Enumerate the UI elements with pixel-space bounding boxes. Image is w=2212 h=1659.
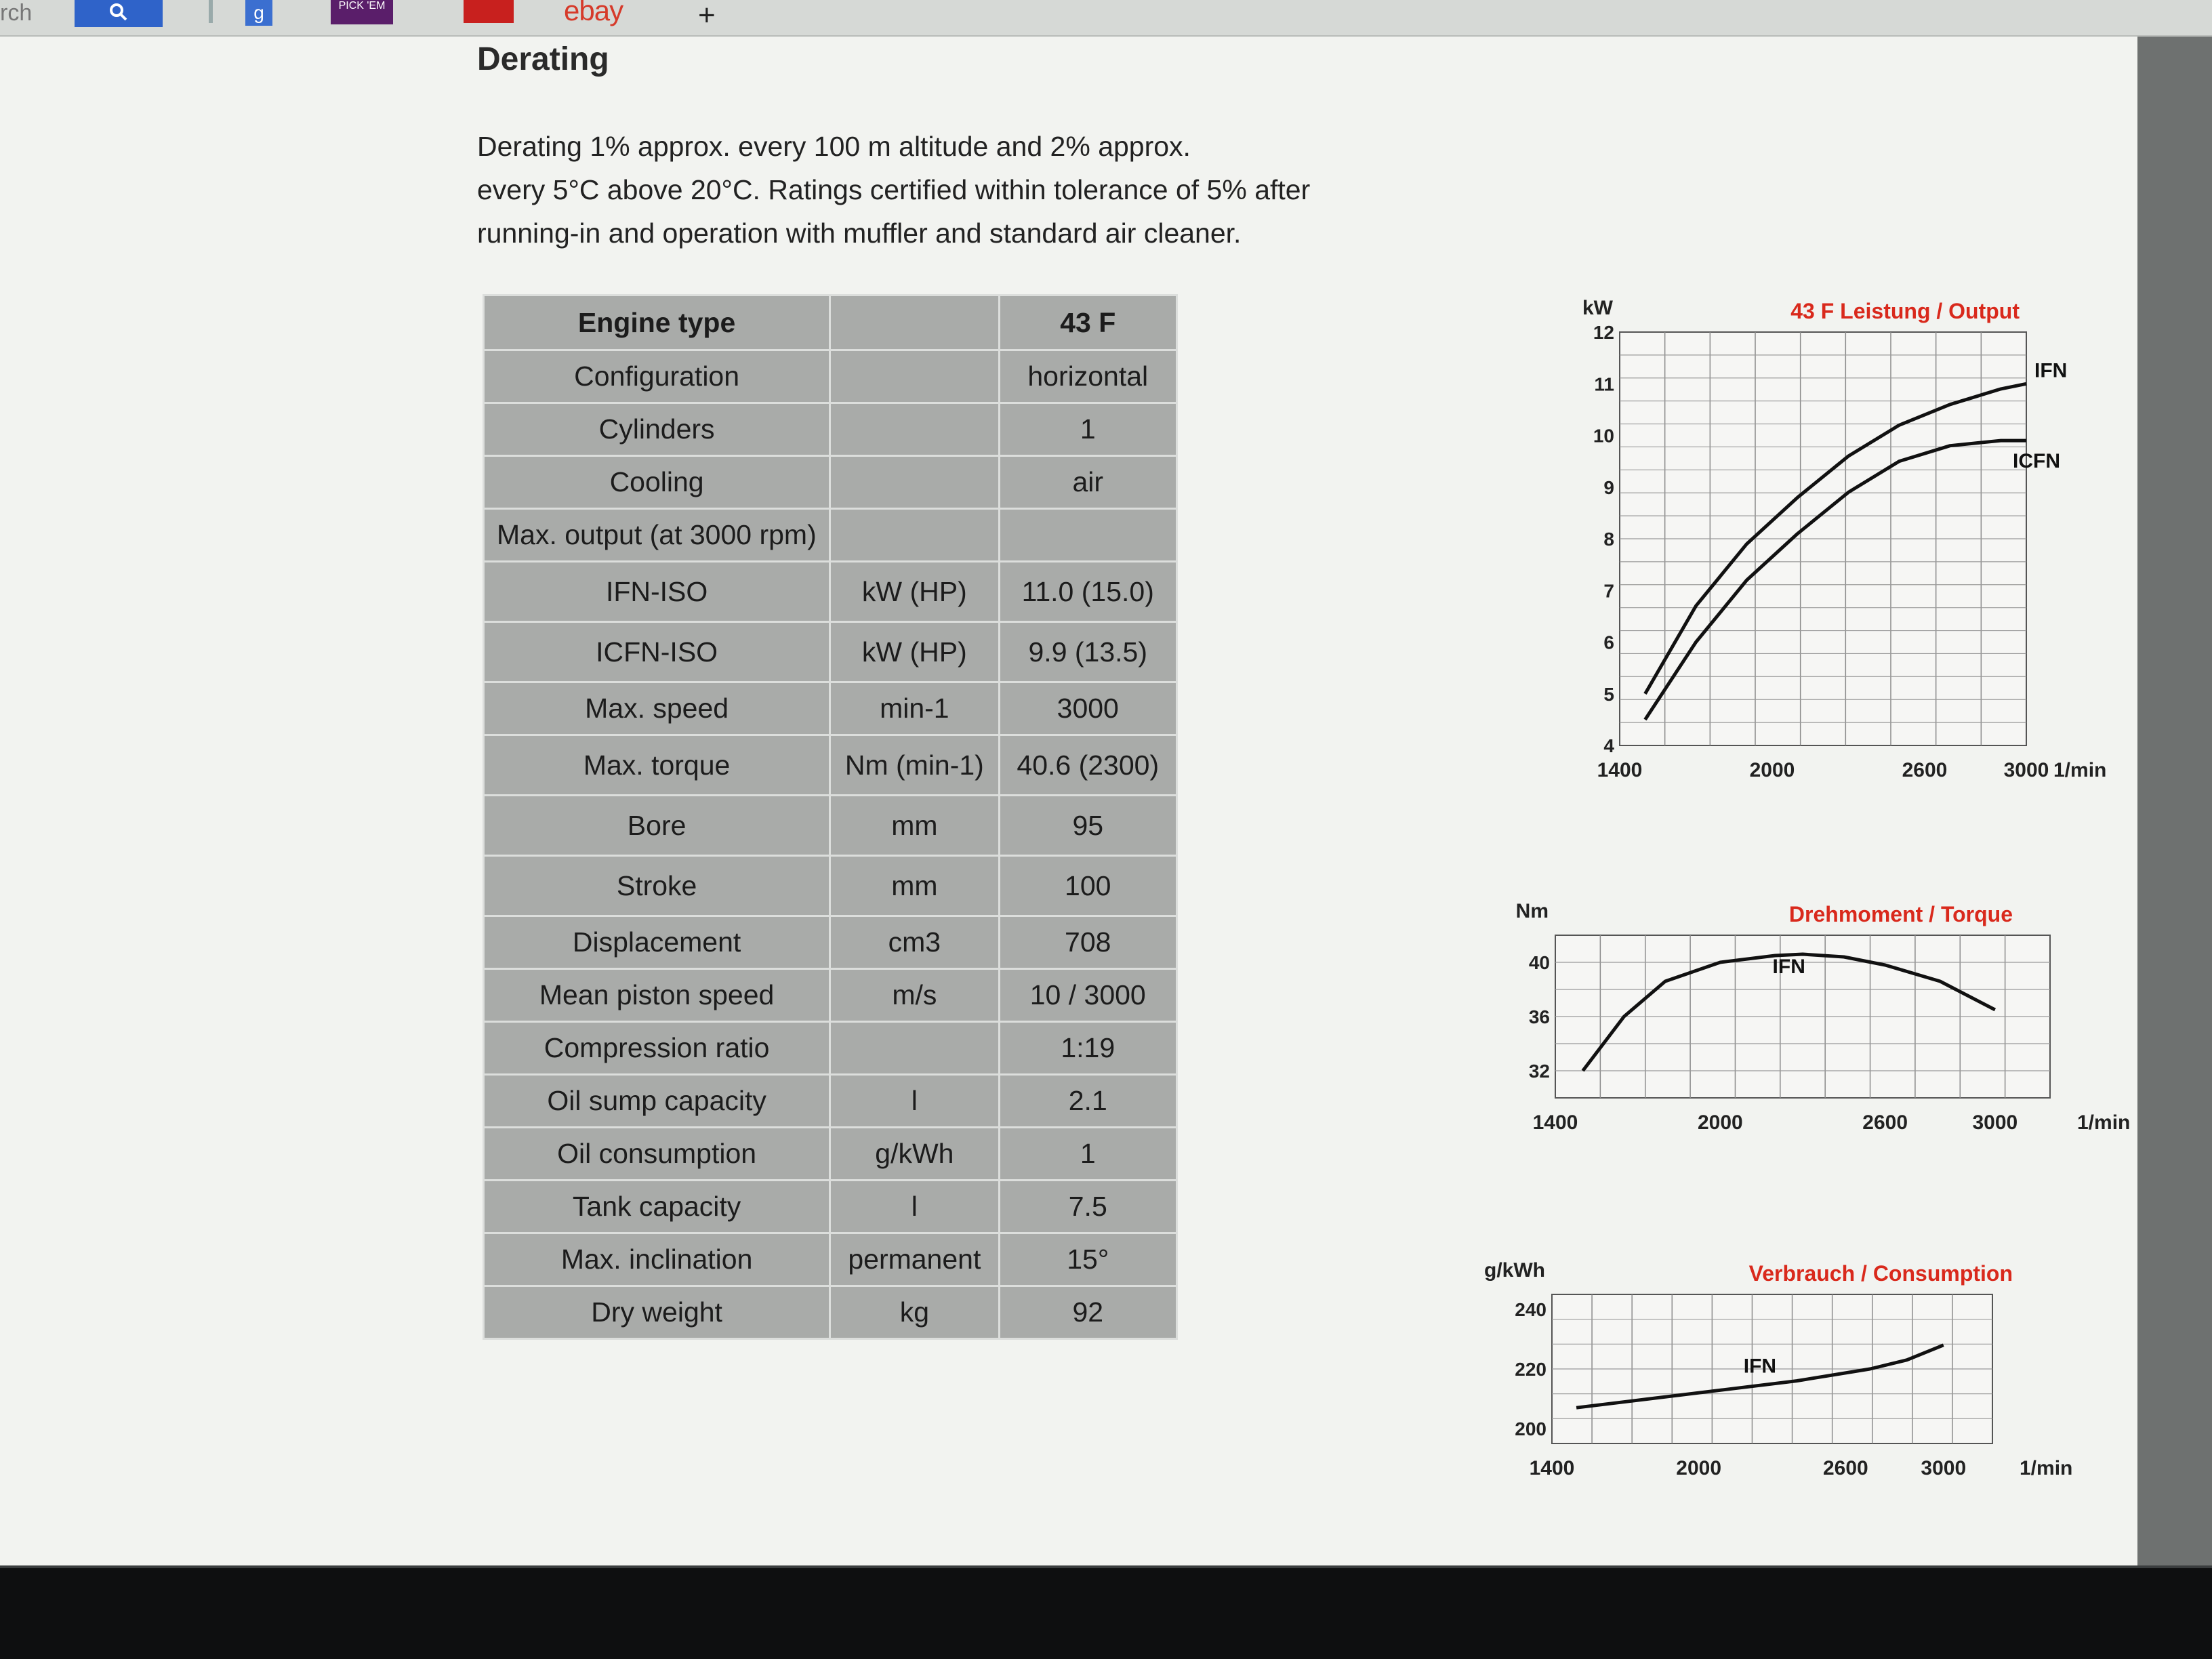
value-cell: 1 bbox=[999, 403, 1177, 456]
x-axis-label: 1/min bbox=[2077, 1111, 2131, 1134]
series-label: IFN bbox=[1743, 1355, 1777, 1378]
table-header-row bbox=[484, 295, 1177, 350]
unit-cell bbox=[830, 509, 999, 562]
table-row bbox=[484, 350, 1177, 403]
y-tick-label: 5 bbox=[1603, 683, 1614, 705]
x-axis-label: 1/min bbox=[2020, 1457, 2073, 1479]
row-label-cell: Max. speed bbox=[484, 682, 830, 735]
table-row bbox=[484, 969, 1177, 1022]
y-axis-label: g/kWh bbox=[1484, 1259, 1545, 1282]
y-tick-label: 11 bbox=[1594, 373, 1614, 395]
table-row bbox=[484, 1181, 1177, 1233]
unit-cell bbox=[830, 456, 999, 509]
header-cell bbox=[830, 295, 999, 350]
value-cell: 95 bbox=[999, 796, 1177, 856]
bookmarks-bar bbox=[0, 0, 2212, 37]
row-label-cell: Cooling bbox=[484, 456, 830, 509]
x-tick-label: 2000 bbox=[1697, 1111, 1743, 1134]
value-cell: 1:19 bbox=[999, 1022, 1177, 1075]
value-cell: 11.0 (15.0) bbox=[999, 562, 1177, 622]
value-cell: 9.9 (13.5) bbox=[999, 622, 1177, 682]
row-label-cell: Compression ratio bbox=[484, 1022, 830, 1075]
chart-title: Verbrauch / Consumption bbox=[1748, 1261, 2013, 1286]
table-row bbox=[484, 562, 1177, 622]
value-cell: air bbox=[999, 456, 1177, 509]
chart-title: 43 F Leistung / Output bbox=[1790, 299, 2020, 323]
series-label: IFN bbox=[2034, 359, 2068, 382]
value-cell bbox=[999, 509, 1177, 562]
unit-cell: l bbox=[830, 1181, 999, 1233]
y-tick-label: 32 bbox=[1528, 1061, 1550, 1082]
unit-cell: cm3 bbox=[830, 916, 999, 969]
output-chart bbox=[1559, 285, 2114, 803]
table-row bbox=[484, 796, 1177, 856]
unit-cell bbox=[830, 350, 999, 403]
y-tick-label: 220 bbox=[1515, 1359, 1547, 1380]
x-tick-label: 3000 bbox=[1972, 1111, 2018, 1134]
unit-cell: kg bbox=[830, 1286, 999, 1339]
table-row bbox=[484, 509, 1177, 562]
unit-cell bbox=[830, 1022, 999, 1075]
value-cell: 92 bbox=[999, 1286, 1177, 1339]
search-button[interactable] bbox=[75, 0, 163, 27]
unit-cell: kW (HP) bbox=[830, 562, 999, 622]
consumption-chart-svg bbox=[1471, 1247, 2114, 1511]
monitor-bezel bbox=[0, 1568, 2212, 1659]
derating-paragraph bbox=[477, 125, 1426, 255]
row-label-cell: Bore bbox=[484, 796, 830, 856]
value-cell: 2.1 bbox=[999, 1075, 1177, 1128]
google-bookmark[interactable]: g bbox=[245, 0, 272, 26]
spec-table bbox=[483, 294, 1178, 1340]
unit-cell: permanent bbox=[830, 1233, 999, 1286]
row-label-cell: Max. inclination bbox=[484, 1233, 830, 1286]
unit-cell: m/s bbox=[830, 969, 999, 1022]
torque-chart bbox=[1491, 895, 2131, 1155]
y-axis-label: Nm bbox=[1515, 900, 1549, 922]
y-axis-label: kW bbox=[1582, 297, 1613, 319]
value-cell: 7.5 bbox=[999, 1181, 1177, 1233]
unit-cell: kW (HP) bbox=[830, 622, 999, 682]
y-tick-label: 200 bbox=[1515, 1418, 1547, 1439]
scrollbar[interactable] bbox=[2137, 37, 2212, 1568]
table-row bbox=[484, 916, 1177, 969]
value-cell: 15° bbox=[999, 1233, 1177, 1286]
unit-cell: min-1 bbox=[830, 682, 999, 735]
consumption-chart bbox=[1471, 1247, 2114, 1515]
bookmark-divider bbox=[209, 0, 213, 23]
x-tick-label: 1400 bbox=[1597, 759, 1643, 781]
unit-cell: mm bbox=[830, 856, 999, 916]
row-label-cell: IFN-ISO bbox=[484, 562, 830, 622]
value-cell: 100 bbox=[999, 856, 1177, 916]
header-cell: 43 F bbox=[999, 295, 1177, 350]
table-row bbox=[484, 1286, 1177, 1339]
table-row bbox=[484, 1233, 1177, 1286]
unit-cell: mm bbox=[830, 796, 999, 856]
paragraph-line: running-in and operation with muffler and standard air cleaner. bbox=[477, 218, 1242, 249]
row-label-cell: Oil consumption bbox=[484, 1128, 830, 1181]
x-tick-label: 1400 bbox=[1529, 1457, 1575, 1479]
paragraph-line: every 5°C above 20°C. Ratings certified within tolerance of 5% after bbox=[477, 174, 1311, 205]
row-label-cell: Cylinders bbox=[484, 403, 830, 456]
row-label-cell: Max. output (at 3000 rpm) bbox=[484, 509, 830, 562]
paragraph-line: Derating 1% approx. every 100 m altitude and 2% approx. bbox=[477, 131, 1191, 162]
table-row bbox=[484, 856, 1177, 916]
row-label-cell: Displacement bbox=[484, 916, 830, 969]
value-cell: 40.6 (2300) bbox=[999, 735, 1177, 796]
y-tick-label: 6 bbox=[1603, 632, 1614, 653]
page-title: Derating bbox=[477, 41, 609, 77]
y-tick-label: 8 bbox=[1603, 529, 1614, 550]
chart-title: Drehmoment / Torque bbox=[1788, 902, 2013, 926]
row-label-cell: Dry weight bbox=[484, 1286, 830, 1339]
x-tick-label: 3000 bbox=[2003, 759, 2049, 781]
table-row bbox=[484, 735, 1177, 796]
row-label-cell: Mean piston speed bbox=[484, 969, 830, 1022]
add-bookmark-button[interactable]: + bbox=[698, 0, 716, 32]
search-field-text[interactable]: rch bbox=[0, 0, 33, 26]
table-row bbox=[484, 1022, 1177, 1075]
value-cell: 708 bbox=[999, 916, 1177, 969]
value-cell: horizontal bbox=[999, 350, 1177, 403]
table-row bbox=[484, 403, 1177, 456]
row-label-cell: Max. torque bbox=[484, 735, 830, 796]
table-row bbox=[484, 622, 1177, 682]
table-row bbox=[484, 1128, 1177, 1181]
row-label-cell: Stroke bbox=[484, 856, 830, 916]
y-tick-label: 7 bbox=[1603, 580, 1614, 602]
table-row bbox=[484, 1075, 1177, 1128]
y-tick-label: 4 bbox=[1603, 735, 1614, 756]
y-tick-label: 12 bbox=[1593, 322, 1614, 343]
unit-cell: l bbox=[830, 1075, 999, 1128]
unit-cell: g/kWh bbox=[830, 1128, 999, 1181]
series-label: IFN bbox=[1772, 956, 1805, 978]
y-tick-label: 40 bbox=[1528, 952, 1550, 973]
x-tick-label: 3000 bbox=[1921, 1457, 1967, 1479]
row-label-cell: Oil sump capacity bbox=[484, 1075, 830, 1128]
unit-cell: Nm (min-1) bbox=[830, 735, 999, 796]
x-tick-label: 2600 bbox=[1902, 759, 1948, 781]
red-bookmark-icon[interactable] bbox=[464, 0, 514, 23]
x-tick-label: 2600 bbox=[1862, 1111, 1908, 1134]
x-tick-label: 1400 bbox=[1532, 1111, 1578, 1134]
y-tick-label: 9 bbox=[1603, 476, 1614, 498]
row-label-cell: Configuration bbox=[484, 350, 830, 403]
value-cell: 3000 bbox=[999, 682, 1177, 735]
pick-em-bookmark[interactable]: PICK 'EM bbox=[331, 0, 393, 24]
ebay-bookmark[interactable]: ebay bbox=[564, 0, 623, 26]
x-axis-label: 1/min bbox=[2053, 759, 2107, 781]
y-tick-label: 10 bbox=[1593, 425, 1614, 447]
unit-cell bbox=[830, 403, 999, 456]
x-tick-label: 2000 bbox=[1749, 759, 1795, 781]
value-cell: 10 / 3000 bbox=[999, 969, 1177, 1022]
y-tick-label: 240 bbox=[1515, 1299, 1547, 1320]
y-tick-label: 36 bbox=[1528, 1006, 1550, 1027]
x-tick-label: 2600 bbox=[1822, 1457, 1868, 1479]
value-cell: 1 bbox=[999, 1128, 1177, 1181]
table-row bbox=[484, 682, 1177, 735]
torque-chart-svg bbox=[1491, 895, 2131, 1152]
output-chart-svg bbox=[1559, 285, 2114, 800]
series-label: ICFN bbox=[2013, 450, 2060, 473]
header-cell: Engine type bbox=[484, 295, 830, 350]
search-icon bbox=[106, 1, 131, 26]
table-row bbox=[484, 456, 1177, 509]
row-label-cell: Tank capacity bbox=[484, 1181, 830, 1233]
row-label-cell: ICFN-ISO bbox=[484, 622, 830, 682]
x-tick-label: 2000 bbox=[1676, 1457, 1722, 1479]
